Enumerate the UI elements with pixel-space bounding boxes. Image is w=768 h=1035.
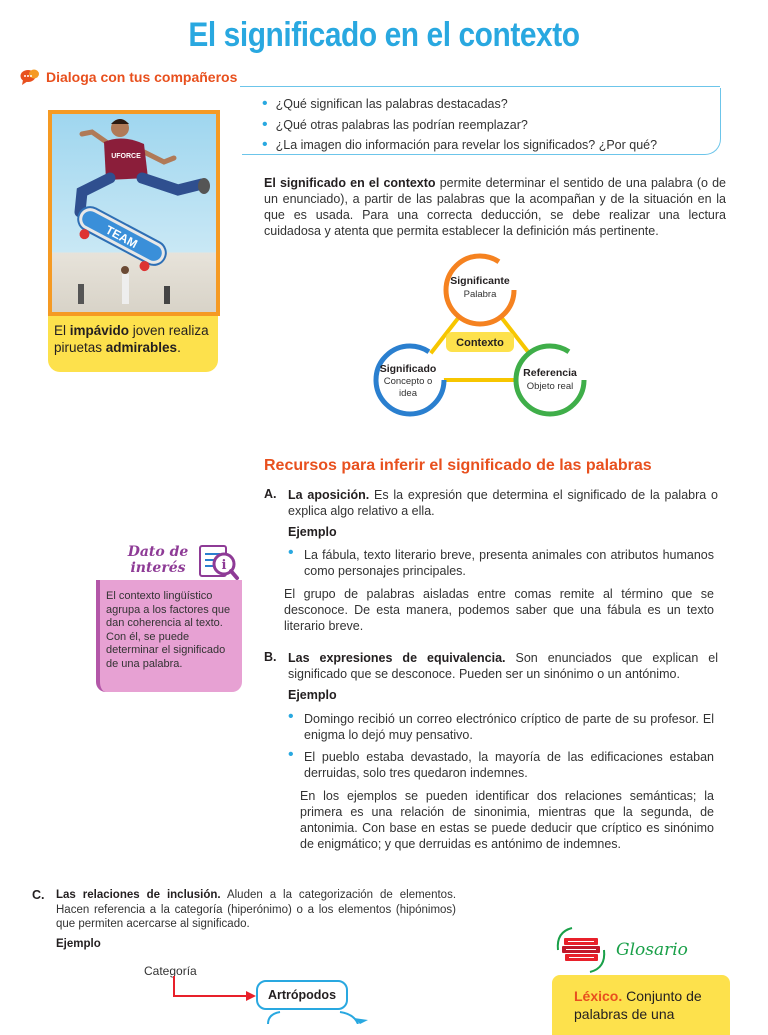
inclusion-text: Aluden a la categorización de elementos. Hacen referencia a la categoría (hiperónimo) o a los elementos (hipónimos) que permiten acercarse al significado. [56, 889, 457, 930]
speech-bubbles-icon [20, 68, 40, 86]
glosario-text: Conjunto de palabras de una [574, 988, 702, 1022]
dato-box: El contexto lingüístico agrupa a los factores que dan coherencia al texto. Con él, se puede determinar el significado de una palabra. [96, 580, 242, 692]
equivalencia-text: Son enunciados que explican el significado que se desconoce. Pueden ser un sinónimo o un antónimo. [288, 651, 718, 681]
inclusion-paragraph [56, 888, 456, 932]
definition-paragraph [264, 175, 726, 239]
board-text: TEAM [103, 222, 140, 252]
magnifier-info-icon [198, 542, 240, 582]
page-title: El significado en el contexto [188, 16, 580, 54]
shirt-text: UFORCE [111, 153, 141, 160]
section-heading: Recursos para inferir el significado de las palabras [264, 457, 652, 474]
artropodos-box: Artrópodos [256, 980, 348, 1010]
glosario-term: Léxico. [574, 988, 623, 1004]
aposicion-text: Es la expresión que determina el significado de la palabra o explica algo relativo a ella. [288, 488, 718, 518]
categoria-label: Categoría [144, 964, 197, 978]
equivalencia-title: Las expresiones de equivalencia. [288, 651, 506, 665]
equivalencia-explanation: En los ejemplos se pueden identificar dos relaciones semánticas; la primera es una relación de sinonimia, mientras que la segunda, de antonimia. Con base en estas se puede deducir que críptico es sinónimo de enigmático; y que derruidas es antónimo de indemnes. [300, 789, 714, 851]
semiotic-triangle-diagram [360, 250, 600, 430]
significado-sub: Concepto o [383, 376, 433, 387]
svg-text:i: i [221, 558, 227, 573]
dialoga-header [20, 68, 237, 86]
referencia-circle [516, 346, 584, 414]
bullet: • [288, 544, 294, 561]
caption-text: joven realiza piruetas [54, 323, 209, 355]
aposicion-title: La aposición. [288, 488, 370, 502]
list-item: • ¿La imagen dio información para revelar los significados? ¿Por qué? [262, 135, 657, 156]
dato-title [126, 544, 190, 576]
contexto-label: Contexto [456, 337, 504, 349]
significante-sub: Palabra [463, 289, 497, 300]
item-letter: A. [264, 487, 277, 501]
definition-term: El significado en el contexto [264, 176, 436, 190]
categoria-arrow [170, 976, 260, 1004]
definition-text: permite determinar el sentido de una palabra (o de un enunciado), a partir de las palabras que la acompañan y de la situación en la que es usada. Para una correcta deducción, se debe realizar una lectura cuidadosa y atenta que permita establecer la definición más pertinente. [264, 176, 727, 238]
list-item: • ¿Qué otras palabras las podrían reemplazar? [262, 115, 657, 136]
equivalencia-example-2: El pueblo estaba devastado, la mayoría de las edificaciones estaban derruidas, solo tres quedaron indemnes. [304, 750, 714, 780]
bullet: • [288, 708, 294, 725]
glosario-box [552, 975, 730, 1035]
significante-title: Significante [450, 275, 510, 287]
ejemplo-label: Ejemplo [56, 938, 101, 950]
significado-title: Significado [379, 363, 437, 375]
dialoga-label: Dialoga con tus compañeros [46, 69, 238, 85]
dato-title-line: Dato de [127, 544, 189, 560]
books-icon [552, 926, 610, 974]
dialoga-divider [240, 86, 720, 87]
branch-connectors [250, 1010, 380, 1024]
dato-title-line: interés [130, 560, 186, 576]
referencia-sub: Objeto real [526, 381, 574, 392]
caption-bold: admirables [105, 340, 178, 355]
item-letter: C. [32, 888, 45, 902]
ejemplo-label: Ejemplo [288, 688, 337, 702]
list-item: • ¿Qué significan las palabras destacadas? [262, 94, 657, 115]
equivalencia-paragraph [288, 650, 718, 682]
bullet: • [288, 746, 294, 763]
item-letter: B. [264, 650, 277, 664]
caption-text: El [54, 323, 70, 338]
referencia-title: Referencia [523, 367, 577, 379]
aposicion-paragraph [288, 487, 718, 519]
aposicion-explanation: El grupo de palabras aisladas entre comas remite al término que se desconoce. De esta manera, podemos saber que una fábula es un texto literario breve. [284, 587, 714, 633]
glosario-title: Glosario [616, 940, 688, 960]
aposicion-example: La fábula, texto literario breve, presenta animales con atributos humanos como personajes principales. [304, 548, 714, 578]
equivalencia-example-1: Domingo recibió un correo electrónico críptico de parte de su profesor. El enigma lo dejó muy pensativo. [304, 712, 714, 742]
significado-sub: idea [399, 388, 417, 399]
caption-bold: impávido [69, 323, 130, 338]
photo-caption [48, 316, 218, 372]
skateboarder-photo [52, 114, 216, 312]
inclusion-title: Las relaciones de inclusión. [56, 889, 221, 901]
caption-text: . [177, 340, 181, 355]
ejemplo-label: Ejemplo [288, 525, 337, 539]
questions-list [262, 94, 657, 156]
